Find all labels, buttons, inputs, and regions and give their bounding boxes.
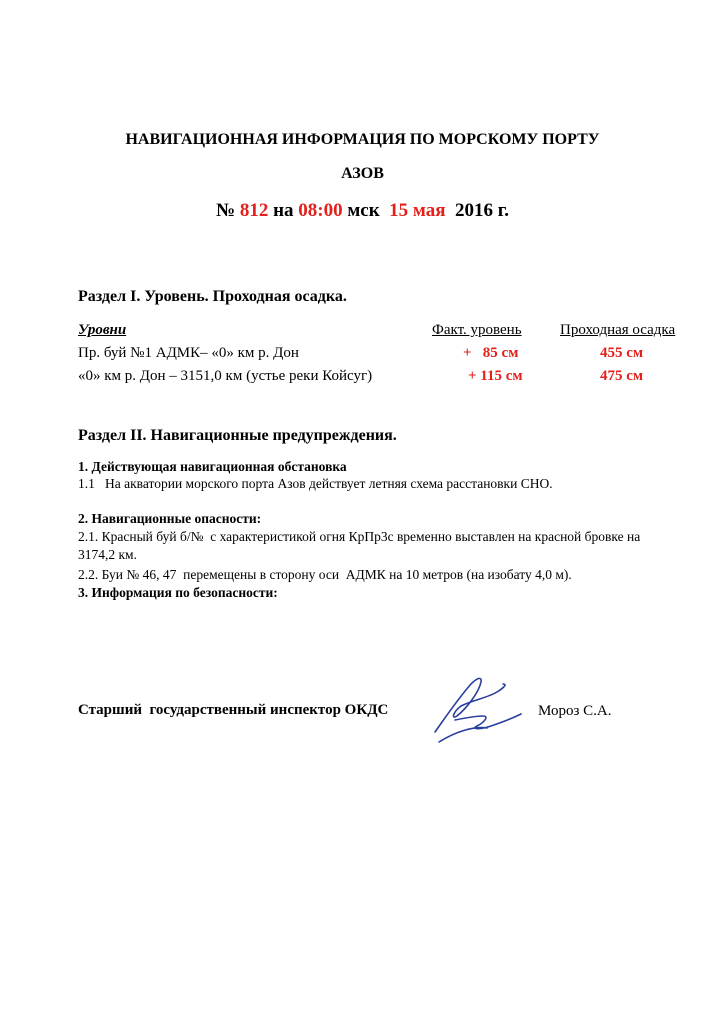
report-number: 812: [239, 200, 269, 221]
level-row-fact: + 115 см: [468, 368, 523, 384]
col-fact-header: Факт. уровень: [432, 322, 522, 338]
signature-icon: [425, 670, 525, 745]
at-word: на: [273, 200, 294, 221]
timezone: мск: [347, 200, 380, 221]
inspector-position: Старший государственный инспектор ОКДС: [78, 702, 389, 718]
subsection2-item2: 2.2. Буи № 46, 47 перемещены в сторону оси АДМК на 10 метров (на изобату 4,0 м).: [78, 567, 572, 582]
level-row-fact: + 85 см: [463, 345, 519, 361]
report-date: 15 мая: [389, 200, 446, 221]
level-row-draft: 455 см: [600, 345, 644, 361]
inspector-name: Мороз С.А.: [538, 703, 612, 719]
col-levels-header: Уровни: [78, 322, 127, 338]
subsection2-item1: 2.1. Красный буй б/№ с характеристикой огня КрПр3с временно выставлен на красной бровке на: [78, 529, 641, 544]
subsection1-item: 1.1 На акватории морского порта Азов действует летняя схема расстановки СНО.: [78, 476, 553, 491]
level-row-draft: 475 см: [600, 368, 644, 384]
col-draft-header: Проходная осадка: [560, 322, 676, 338]
report-year: 2016 г.: [455, 200, 510, 221]
section2-heading: Раздел II. Навигационные предупреждения.: [78, 427, 397, 444]
subsection1-title: 1. Действующая навигационная обстановка: [78, 459, 347, 474]
subsection2-item1-cont: 3174,2 км.: [78, 547, 137, 562]
port-name: АЗОВ: [341, 165, 384, 182]
document-title: НАВИГАЦИОННАЯ ИНФОРМАЦИЯ ПО МОРСКОМУ ПОРТУ: [125, 131, 600, 148]
level-row-name: «0» км р. Дон – 3151,0 км (устье реки Койсуг): [78, 368, 373, 384]
number-prefix: №: [215, 200, 236, 221]
subsection3-title: 3. Информация по безопасности:: [78, 585, 278, 600]
subsection2-title: 2. Навигационные опасности:: [78, 511, 262, 526]
section1-heading: Раздел I. Уровень. Проходная осадка.: [78, 288, 347, 305]
level-row-name: Пр. буй №1 АДМК– «0» км р. Дон: [78, 345, 299, 361]
report-time: 08:00: [298, 200, 343, 221]
report-line: [0, 200, 725, 222]
